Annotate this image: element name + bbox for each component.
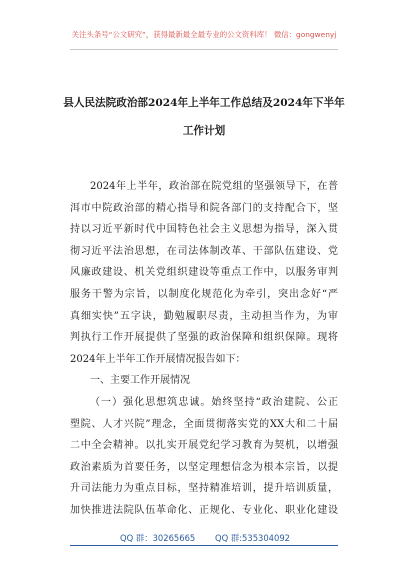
header-promo-note: 关注头条号“公文研究”，获得最新最全最专业的公文资料库！ 微信：gongwenyj <box>71 30 337 39</box>
footer-qq-group-1: QQ 群：30265665 <box>120 533 196 543</box>
footer-contact <box>120 532 290 544</box>
body-line: 加快推进法院队伍革命化、正规化、专业化、职业化建设 <box>70 504 338 516</box>
body-line: 真细实快”五字诀，勤勉履职尽责，主动担当作为，为审 <box>70 310 338 322</box>
body-line: 政治素质为首要任务，以坚定理想信念为根本宗旨，以提 <box>70 461 338 473</box>
body-line: 彻习近平法治思想，在司法体制改革、干部队伍建设、党 <box>70 245 338 257</box>
body-line: 持以习近平新时代中国特色社会主义思想为指导，深入贯 <box>70 224 338 236</box>
section-heading: 一、主要工作开展情况 <box>90 375 190 387</box>
document-title-line-2: 工作计划 <box>182 125 226 137</box>
body-line: 2024年上半年，政治部在院党组的坚强领导下，在普 <box>90 181 338 192</box>
body-line: 风廉政建设、机关党组织建设等重点工作中，以服务审判 <box>70 267 338 279</box>
header-divider <box>70 49 338 50</box>
body-line: 服务干警为宗旨，以制度化规范化为牵引，突出念好“严 <box>70 288 338 300</box>
body-line: 2024年上半年工作开展情况报告如下： <box>70 353 246 365</box>
footer-divider <box>70 545 338 546</box>
document-body <box>70 176 338 522</box>
body-line: 塑院、人才兴院”理念，全面贯彻落实党的XX大和二十届 <box>70 418 338 430</box>
body-line: 升司法能力为重点目标，坚持精准培训，提升培训质量， <box>70 483 338 495</box>
footer-qq-group-2: QQ 群:535304092 <box>215 533 290 543</box>
body-line: 二中全会精神。以扎实开展党纪学习教育为契机，以增强 <box>70 440 338 452</box>
body-line: 洱市中院政治部的精心指导和院各部门的支持配合下，坚 <box>70 202 338 214</box>
document-title-line-1: 县人民法院政治部2024年上半年工作总结及2024年下半年 <box>63 97 345 109</box>
body-line: 判执行工作开展提供了坚强的政治保障和组织保障。现将 <box>70 332 338 344</box>
body-line: （一）强化思想筑忠诚。始终坚持“政治建院、公正 <box>90 396 338 408</box>
